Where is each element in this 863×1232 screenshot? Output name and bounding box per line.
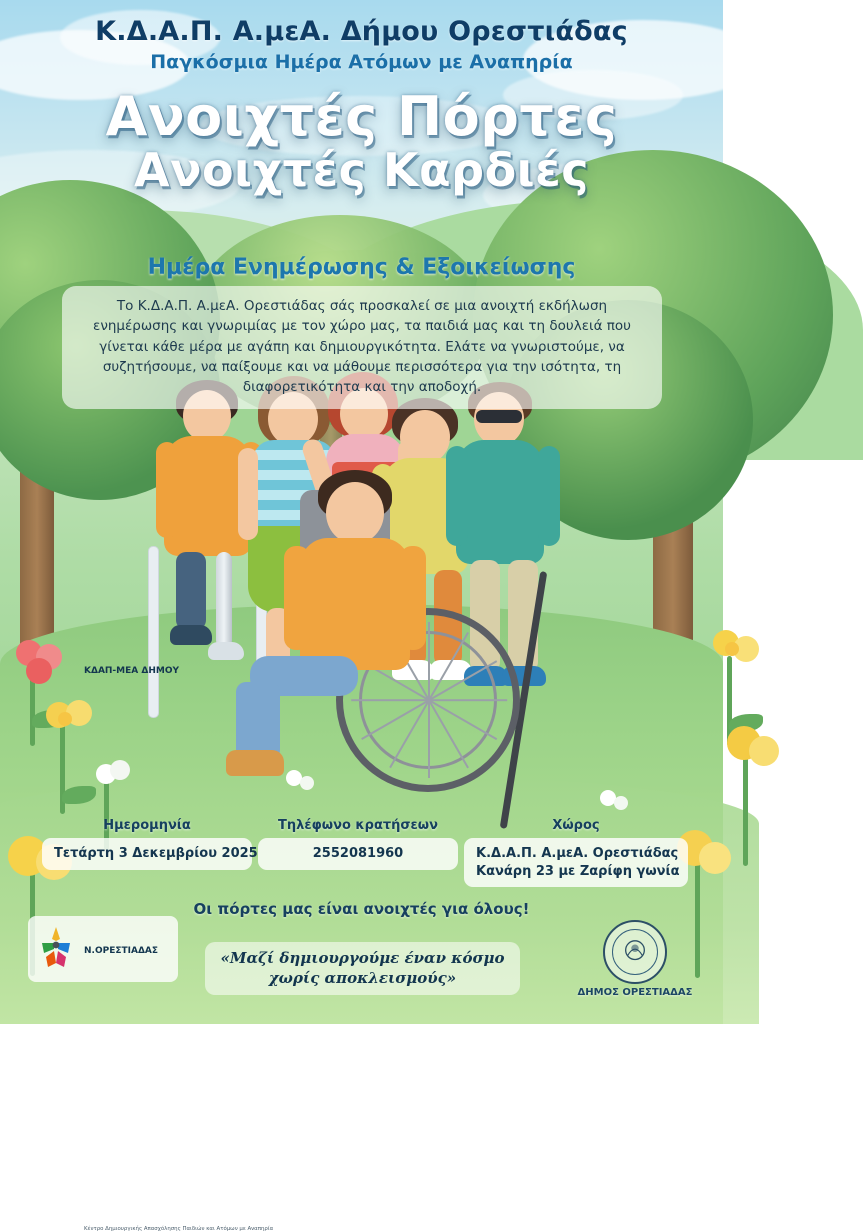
occasion-subtitle: Παγκόσμια Ημέρα Ατόμων με Αναπηρία [150, 51, 573, 73]
municipality-logo [575, 920, 695, 998]
date-label: Ημερομηνία [103, 818, 191, 833]
phone-label: Τηλέφωνο κρατήσεων [278, 818, 438, 833]
place-line-1: Κ.Δ.Α.Π. Α.μεΑ. Ορεστιάδας [476, 846, 679, 861]
organization-title: Κ.Δ.Α.Π. Α.μεΑ. Δήμου Ορεστιάδας [95, 16, 628, 47]
open-doors-message: Οι πόρτες μας είναι ανοιχτές για όλους! [193, 900, 530, 918]
kdap-logo-text [84, 666, 384, 1232]
phone-value[interactable]: 2552081960 [258, 838, 458, 870]
place-value [464, 838, 688, 887]
kdap-logo-title: ΚΔΑΠ-ΜΕΑ ΔΗΜΟΥ [84, 665, 179, 676]
title-line-2: Ανοιχτές Καρδιές [134, 142, 589, 197]
title-line-1: Ανοιχτές Πόρτες [105, 85, 618, 148]
place-line-2: Κανάρη 23 με Ζαρίφη γωνία [476, 863, 680, 879]
sunglasses-icon [476, 410, 522, 423]
municipality-caption: ΔΗΜΟΣ ΟΡΕΣΤΙΑΔΑΣ [577, 987, 693, 998]
poster-header [0, 16, 723, 197]
kdap-logo-fineprint: Κέντρο Δημιουργικής Απασχόλησης Παιδιών και Ατόμων με Αναπηρία [84, 1225, 274, 1232]
description-text: Το Κ.Δ.Α.Π. Α.μεΑ. Ορεστιάδας σάς προσκαλεί σε μια ανοιχτή εκδήλωση ενημέρωσης και γνωριμίας με τον χώρο μας, τα παιδιά μας και τη δουλειά που γίνεται κάθε μέρα με αγάπη και δημιουργικότητα. Ελάτε να γνωριστούμε, να συζητήσουμε, να παίξουμε και να μάθουμε περισσότερα για την ισότητα, τη διαφορετικότητα και την αποδοχή. [93, 298, 631, 395]
section-title: Ημέρα Ενημέρωσης & Εξοικείωσης [147, 255, 576, 280]
place-label: Χώρος [552, 818, 600, 833]
municipality-seal-icon [603, 920, 667, 984]
slogan-line-1: «Μαζί δημιουργούμε έναν κόσμο [220, 949, 505, 967]
slogan-line-2: χωρίς αποκλεισμούς» [268, 969, 457, 988]
kdap-logo-subtitle: Ν.ΟΡΕΣΤΙΑΔΑΣ [84, 945, 159, 956]
description-box [62, 286, 662, 409]
detail-place [464, 818, 688, 887]
kdap-logo-mark [34, 923, 78, 975]
page-title [0, 85, 723, 197]
date-value: Τετάρτη 3 Δεκεμβρίου 2025 [42, 838, 252, 870]
